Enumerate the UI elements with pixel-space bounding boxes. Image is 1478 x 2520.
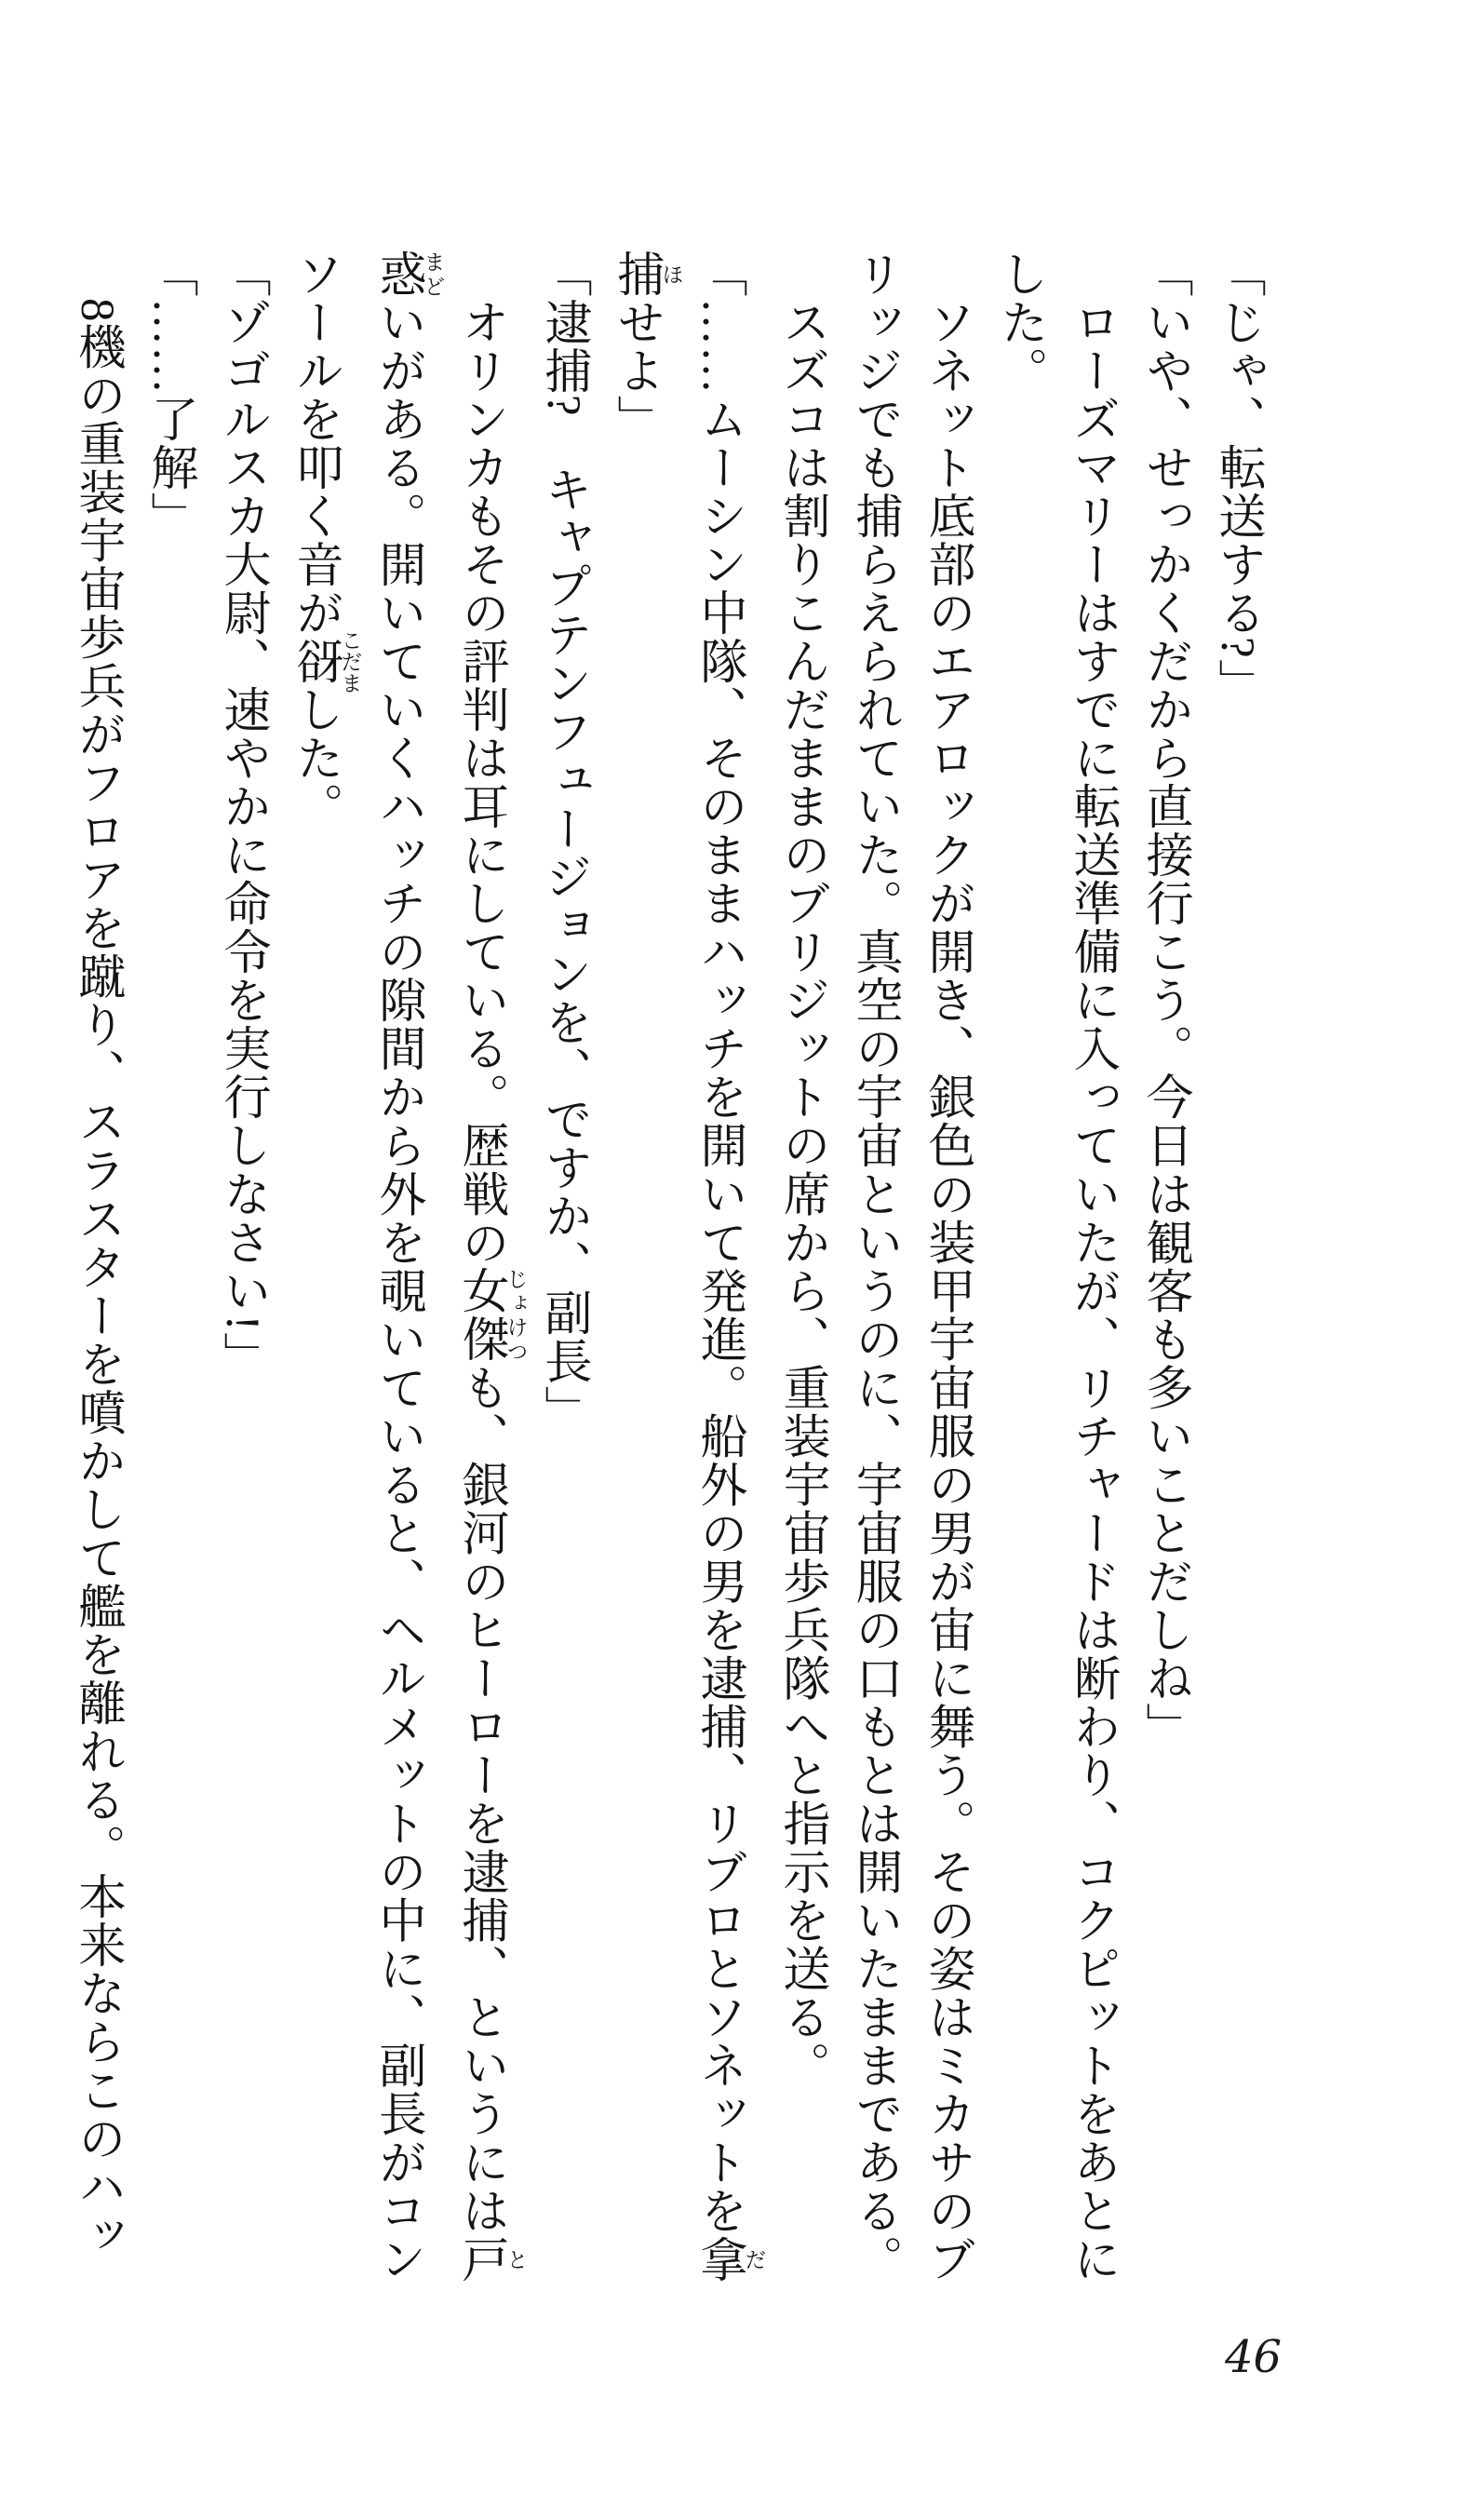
ruby-annotated-word: 谺こだま (289, 628, 362, 694)
text-line: スズコは割りこんだままのブリジットの席から、重装宇宙歩兵隊へと指示を送る。 (775, 249, 827, 2090)
text-line: 「……ムーシン中隊、そのままハッチを開いて発進。船外の男を逮捕、リブロとソネットを拿だ (692, 249, 766, 2284)
text-line: 「逮捕? キャプテンフュージョンを、ですか、副長」 (537, 249, 589, 1435)
ruby-annotated-word: 惑まど (371, 249, 445, 299)
text-line: 「じゃ、転送する?」 (1211, 249, 1263, 707)
text-line: オリンカもその評判は耳にしている。歴戦の女傑じょけつも、銀河のヒーローを逮捕、というには戸と (454, 249, 528, 2284)
furigana: ほ (659, 249, 683, 299)
furigana: こだま (338, 628, 362, 694)
text-line: 「いや、せっかくだから直接行こう。今日は観客も多いことだしね」 (1138, 249, 1190, 1751)
furigana: だ (742, 2234, 766, 2284)
furigana: と (504, 2234, 528, 2284)
text-line: ローズマリーはすでに転送準備に入っていたが、リチャードは断わり、コクピットをあとに (1066, 249, 1118, 2284)
furigana: まど (421, 249, 445, 299)
ruby-annotated-word: 捕ほ (610, 249, 683, 299)
text-line: リッジでも捕らえられていた。真空の宇宙というのに、宇宙服の口もとは開いたままである。 (848, 249, 900, 2284)
text-line: ソールを叩く音が谺こだました。 (289, 249, 362, 831)
ruby-annotated-word: 戸と (454, 2234, 528, 2284)
ruby-annotated-word: 拿だ (692, 2234, 766, 2284)
text-line: 捕ほせよ」 (610, 249, 683, 444)
furigana: じょけつ (504, 1266, 528, 1364)
text-line: した。 (993, 249, 1045, 396)
text-line: 8機の重装宇宙歩兵がフロアを蹴り、スラスターを噴かして艦を離れる。本来ならこのハッ (71, 249, 123, 2260)
text-line: 「ゾゴルスカ大尉、速やかに命令を実行しなさい!」 (216, 249, 268, 1381)
ruby-annotated-word: 女傑じょけつ (454, 1266, 528, 1364)
text-line: 「……了解」 (143, 249, 195, 541)
text-line: 惑まどいがある。開いていくハッチの隙間から外を覗いていると、ヘルメットの中に、副長がコン (371, 249, 445, 2284)
page-number: 46 (1225, 2331, 1283, 2383)
text-block (60, 249, 1273, 2307)
text-line: ソネット底部のエアロックが開き、銀色の装甲宇宙服の男が宙に舞う。その姿はミカサのブ (920, 249, 973, 2284)
